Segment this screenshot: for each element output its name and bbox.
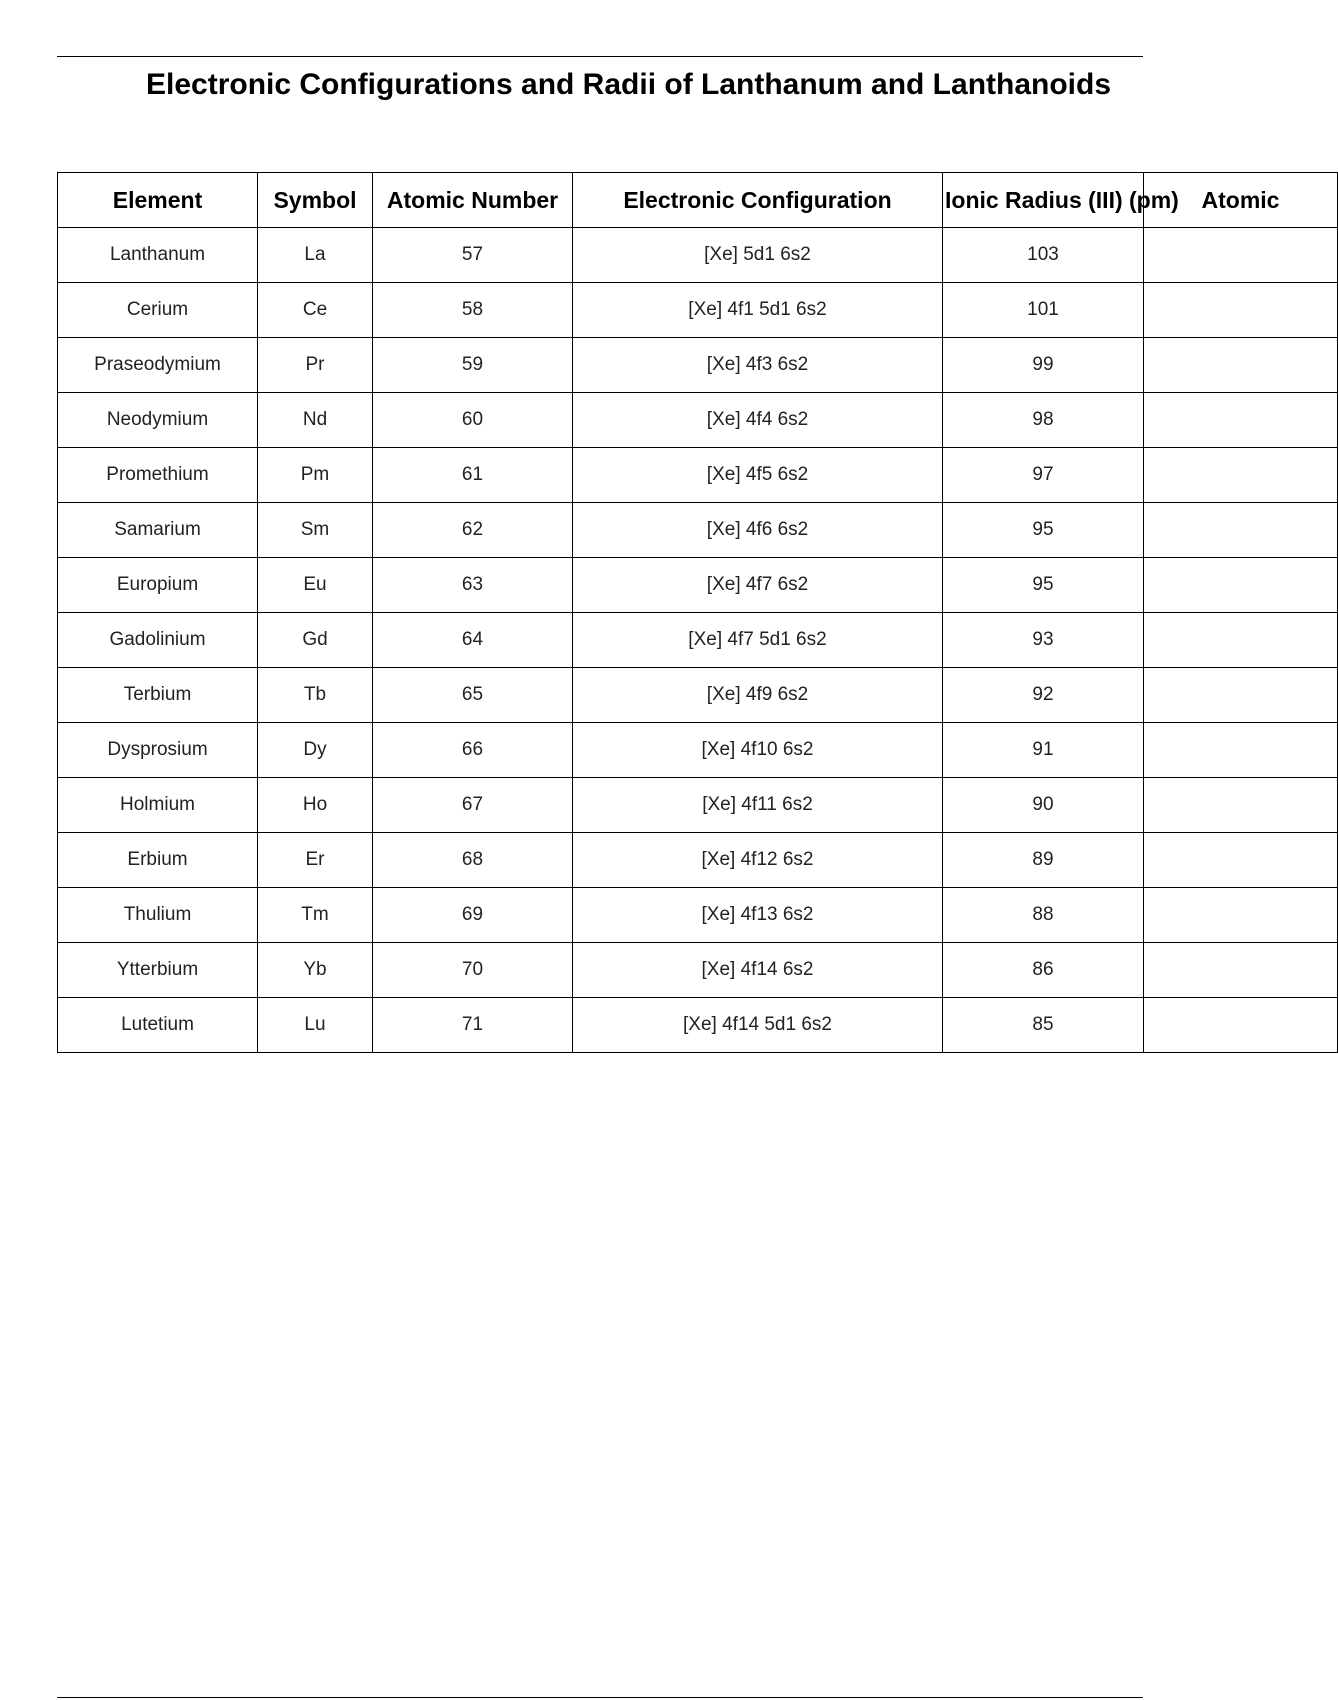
configuration-cell: [Xe] 4f14 6s2 <box>573 943 943 998</box>
column-header-atomic: Atomic <box>1144 173 1338 228</box>
atomic-number-cell: 57 <box>373 228 573 283</box>
atomic-number-cell: 66 <box>373 723 573 778</box>
atomic-cell <box>1144 888 1338 943</box>
symbol-cell: Pr <box>258 338 373 393</box>
ionic-radius-cell: 99 <box>943 338 1144 393</box>
atomic-cell <box>1144 448 1338 503</box>
configuration-cell: [Xe] 4f14 5d1 6s2 <box>573 998 943 1053</box>
ionic-radius-cell: 91 <box>943 723 1144 778</box>
atomic-cell <box>1144 228 1338 283</box>
table-row <box>58 613 1338 668</box>
symbol-cell: Sm <box>258 503 373 558</box>
table-row <box>58 393 1338 448</box>
element-cell: Ytterbium <box>58 943 258 998</box>
atomic-number-cell: 60 <box>373 393 573 448</box>
element-cell: Dysprosium <box>58 723 258 778</box>
atomic-cell <box>1144 338 1338 393</box>
symbol-cell: Lu <box>258 998 373 1053</box>
symbol-cell: Gd <box>258 613 373 668</box>
table-row <box>58 668 1338 723</box>
column-header-ionic-radius: Ionic Radius (III) (pm) <box>943 173 1144 228</box>
symbol-cell: La <box>258 228 373 283</box>
element-cell: Samarium <box>58 503 258 558</box>
atomic-cell <box>1144 723 1338 778</box>
symbol-cell: Tm <box>258 888 373 943</box>
atomic-number-cell: 65 <box>373 668 573 723</box>
ionic-radius-cell: 85 <box>943 998 1144 1053</box>
column-header-atomic-number: Atomic Number <box>373 173 573 228</box>
element-cell: Terbium <box>58 668 258 723</box>
table-container <box>57 172 1280 1090</box>
lanthanoids-table <box>57 172 1338 1053</box>
atomic-number-cell: 68 <box>373 833 573 888</box>
atomic-number-cell: 67 <box>373 778 573 833</box>
atomic-cell <box>1144 558 1338 613</box>
configuration-cell: [Xe] 4f11 6s2 <box>573 778 943 833</box>
symbol-cell: Er <box>258 833 373 888</box>
table-row <box>58 833 1338 888</box>
symbol-cell: Ho <box>258 778 373 833</box>
atomic-cell <box>1144 778 1338 833</box>
atomic-cell <box>1144 613 1338 668</box>
configuration-cell: [Xe] 4f9 6s2 <box>573 668 943 723</box>
table-row <box>58 888 1338 943</box>
ionic-radius-cell: 88 <box>943 888 1144 943</box>
symbol-cell: Nd <box>258 393 373 448</box>
ionic-radius-cell: 101 <box>943 283 1144 338</box>
symbol-cell: Ce <box>258 283 373 338</box>
table-row <box>58 778 1338 833</box>
ionic-radius-cell: 86 <box>943 943 1144 998</box>
ionic-radius-cell: 89 <box>943 833 1144 888</box>
configuration-cell: [Xe] 4f10 6s2 <box>573 723 943 778</box>
ionic-radius-cell: 92 <box>943 668 1144 723</box>
configuration-cell: [Xe] 4f4 6s2 <box>573 393 943 448</box>
element-cell: Lutetium <box>58 998 258 1053</box>
symbol-cell: Tb <box>258 668 373 723</box>
configuration-cell: [Xe] 4f1 5d1 6s2 <box>573 283 943 338</box>
ionic-radius-cell: 93 <box>943 613 1144 668</box>
configuration-cell: [Xe] 5d1 6s2 <box>573 228 943 283</box>
element-cell: Holmium <box>58 778 258 833</box>
table-row <box>58 998 1338 1053</box>
atomic-cell <box>1144 393 1338 448</box>
ionic-radius-cell: 95 <box>943 558 1144 613</box>
ionic-radius-cell: 95 <box>943 503 1144 558</box>
element-cell: Erbium <box>58 833 258 888</box>
configuration-cell: [Xe] 4f13 6s2 <box>573 888 943 943</box>
atomic-cell <box>1144 943 1338 998</box>
ionic-radius-cell: 90 <box>943 778 1144 833</box>
column-header-symbol: Symbol <box>258 173 373 228</box>
table-row <box>58 338 1338 393</box>
table-body <box>58 228 1338 1053</box>
document-title: Electronic Configurations and Radii of Lanthanum and Lanthanoids <box>145 68 1112 101</box>
element-cell: Praseodymium <box>58 338 258 393</box>
table-row <box>58 448 1338 503</box>
atomic-number-cell: 70 <box>373 943 573 998</box>
table-row <box>58 943 1338 998</box>
configuration-cell: [Xe] 4f12 6s2 <box>573 833 943 888</box>
top-rule <box>57 56 1143 57</box>
ionic-radius-cell: 103 <box>943 228 1144 283</box>
symbol-cell: Yb <box>258 943 373 998</box>
column-header-element: Element <box>58 173 258 228</box>
atomic-number-cell: 64 <box>373 613 573 668</box>
atomic-number-cell: 71 <box>373 998 573 1053</box>
atomic-cell <box>1144 998 1338 1053</box>
table-row <box>58 228 1338 283</box>
atomic-number-cell: 62 <box>373 503 573 558</box>
atomic-cell <box>1144 283 1338 338</box>
element-cell: Europium <box>58 558 258 613</box>
ionic-radius-cell: 97 <box>943 448 1144 503</box>
table-row <box>58 723 1338 778</box>
table-row <box>58 503 1338 558</box>
element-cell: Lanthanum <box>58 228 258 283</box>
symbol-cell: Pm <box>258 448 373 503</box>
element-cell: Thulium <box>58 888 258 943</box>
ionic-radius-cell: 98 <box>943 393 1144 448</box>
configuration-cell: [Xe] 4f5 6s2 <box>573 448 943 503</box>
element-cell: Promethium <box>58 448 258 503</box>
element-cell: Gadolinium <box>58 613 258 668</box>
atomic-cell <box>1144 833 1338 888</box>
element-cell: Cerium <box>58 283 258 338</box>
atomic-number-cell: 58 <box>373 283 573 338</box>
configuration-cell: [Xe] 4f7 5d1 6s2 <box>573 613 943 668</box>
column-header-electronic-configuration: Electronic Configuration <box>573 173 943 228</box>
symbol-cell: Eu <box>258 558 373 613</box>
atomic-cell <box>1144 503 1338 558</box>
configuration-cell: [Xe] 4f7 6s2 <box>573 558 943 613</box>
configuration-cell: [Xe] 4f3 6s2 <box>573 338 943 393</box>
table-header-row <box>58 173 1338 228</box>
atomic-number-cell: 61 <box>373 448 573 503</box>
atomic-cell <box>1144 668 1338 723</box>
configuration-cell: [Xe] 4f6 6s2 <box>573 503 943 558</box>
table-row <box>58 558 1338 613</box>
element-cell: Neodymium <box>58 393 258 448</box>
bottom-rule <box>57 1697 1143 1698</box>
atomic-number-cell: 69 <box>373 888 573 943</box>
atomic-number-cell: 63 <box>373 558 573 613</box>
table-row <box>58 283 1338 338</box>
atomic-number-cell: 59 <box>373 338 573 393</box>
symbol-cell: Dy <box>258 723 373 778</box>
